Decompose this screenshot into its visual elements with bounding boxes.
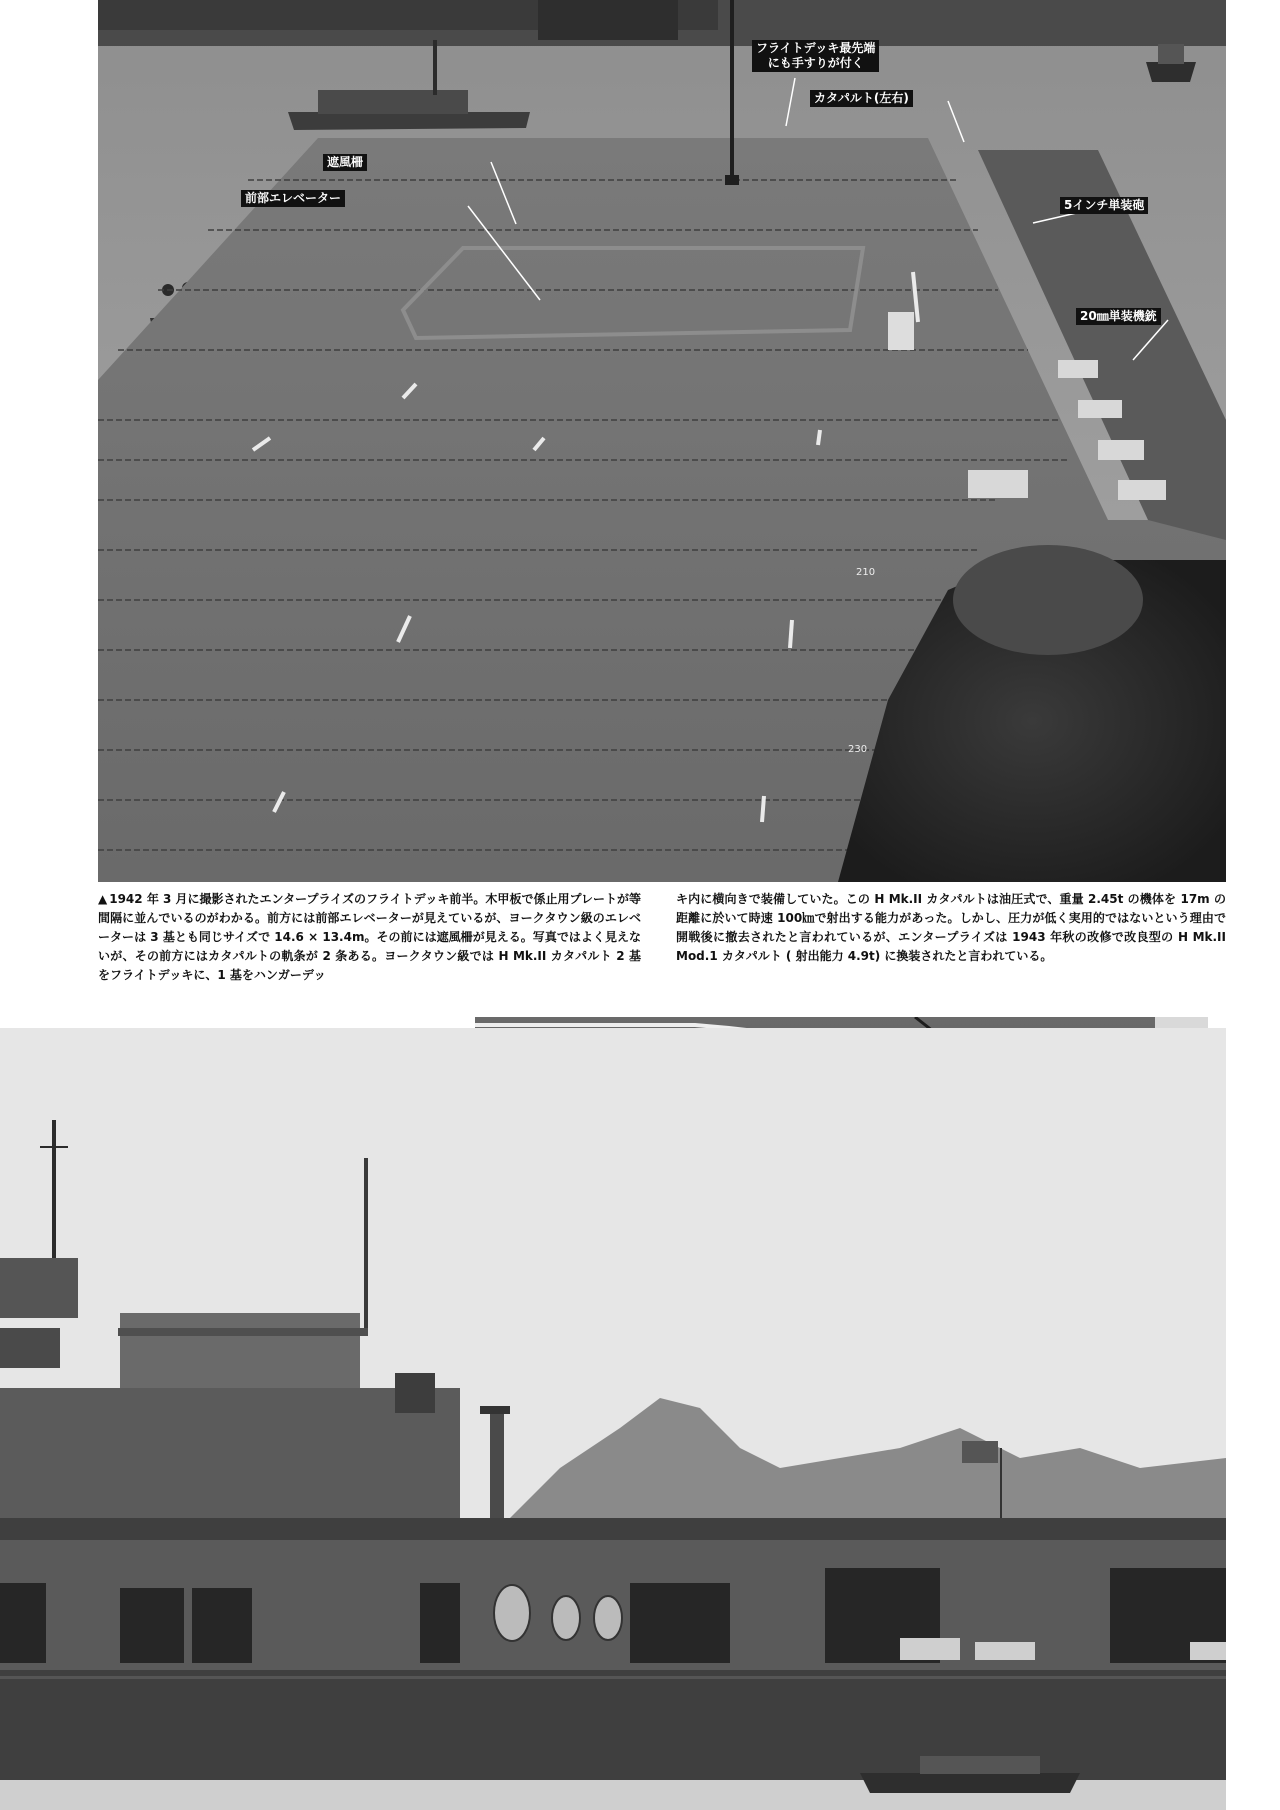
caption-flight-deck-col1	[98, 890, 641, 985]
label-5inch-gun: 5インチ単装砲	[1060, 197, 1148, 214]
caption-flight-deck-text-1: 1942 年 3 月に撮影されたエンタープライズのフライトデッキ前半。木甲板で係止用プレートが等間隔に並んでいるのがわかる。前方には前部エレベーターが見えているが、ヨークタウン級のエレベーターは 3 基とも同じサイズで 14.6 × 13.4m。その前には遮風柵が見える。写真ではよく見えないが、その前方にはカタパルトの軌条が 2 条ある。ヨークタウン級では H Mk.II カタパルト 2 基をフライトデッキに、1 基をハンガーデッ	[98, 892, 641, 982]
caption-flight-deck-col2	[676, 890, 1226, 966]
label-20mm-gun: 20㎜単装機銃	[1076, 308, 1161, 325]
caption-flight-deck-text-2: キ内に横向きで装備していた。この H Mk.II カタパルトは油圧式で、重量 2.45t の機体を 17m の距離に於いて時速 100㎞で射出する能力があった。しかし、圧力が低く実用的ではないという理由で開戦後に撤去されたと言われているが、エンタープライズは 1943 年秋の改修で改良型の H Mk.II Mod.1 カタパルト ( 射出能力 4.9t) に換装されたと言われている。	[676, 892, 1226, 963]
caption-marker-icon: ▲	[98, 892, 108, 906]
ship-harbor-photo	[0, 1028, 1226, 1810]
flight-deck-photo	[98, 0, 1226, 882]
label-catapult: カタパルト(左右)	[810, 90, 913, 107]
deck-number-210: 210	[856, 567, 876, 578]
flight-deck-image	[98, 0, 1226, 882]
ship-harbor-image	[0, 1028, 1226, 1810]
label-windbreak: 遮風柵	[323, 154, 367, 171]
deck-number-230: 230	[848, 744, 868, 755]
label-bow-rail: フライトデッキ最先端 にも手すりが付く	[752, 40, 879, 72]
label-forward-elevator: 前部エレベーター	[241, 190, 345, 207]
